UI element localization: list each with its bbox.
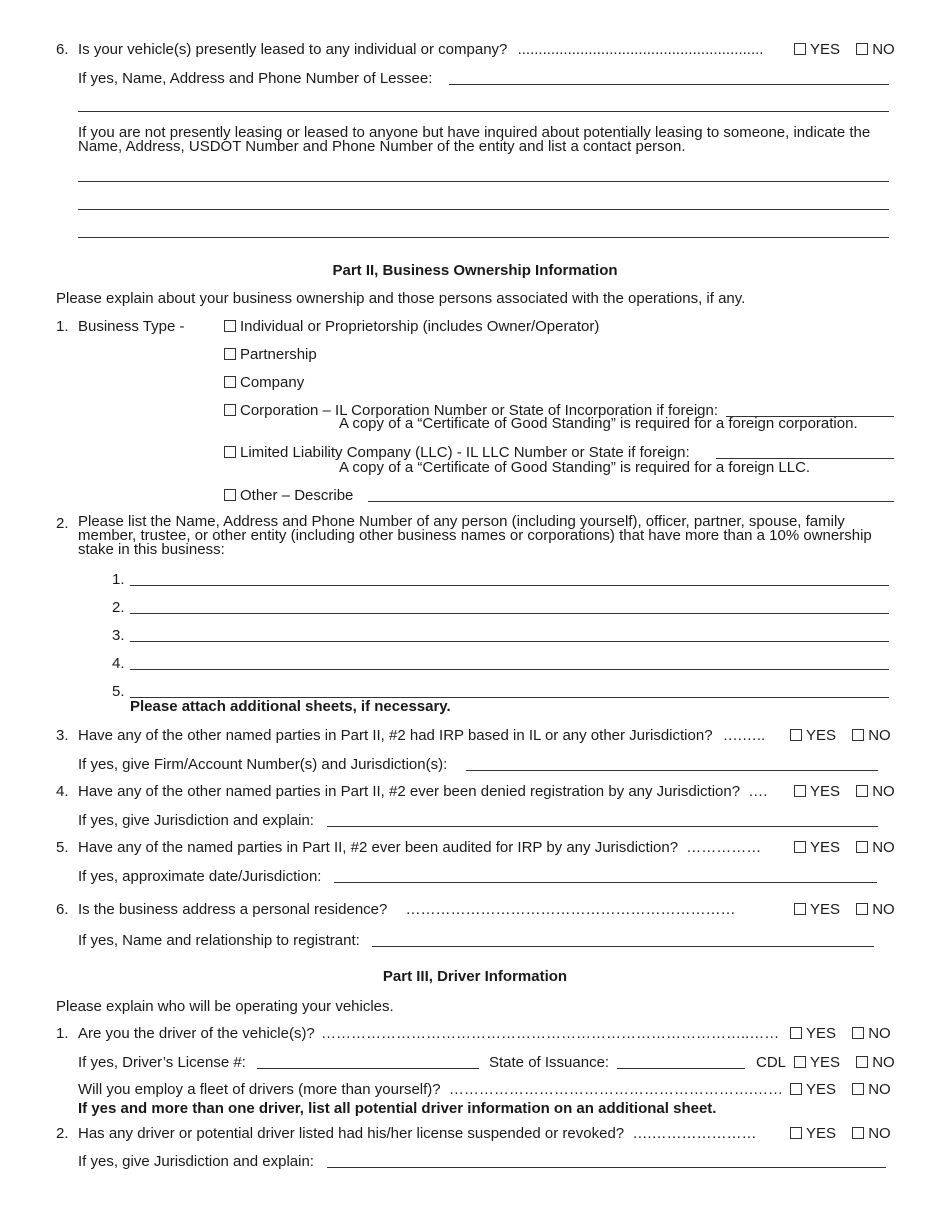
p2q6-yes-label: YES bbox=[810, 901, 841, 918]
fleet-note: If yes and more than one driver, list all potential driver information on an additional sheet. bbox=[78, 1100, 717, 1117]
other-describe-input-line[interactable] bbox=[368, 501, 894, 502]
cdl-yes-option[interactable] bbox=[794, 1054, 840, 1071]
p2q4-no-checkbox[interactable] bbox=[856, 785, 868, 797]
p2q4-yes-option[interactable] bbox=[794, 783, 840, 800]
p3q2-question-text: Has any driver or potential driver listed had his/her license suspended or revoked? bbox=[78, 1125, 625, 1142]
q6-no-checkbox[interactable] bbox=[856, 43, 868, 55]
owner-item-3-number: 3. bbox=[112, 627, 125, 644]
q6-lessee-label: If yes, Name, Address and Phone Number of Lessee: bbox=[78, 70, 433, 87]
owner-item-2-input-line[interactable] bbox=[130, 613, 889, 614]
q6-no-label: NO bbox=[872, 41, 895, 58]
p2q4-number: 4. bbox=[56, 783, 69, 800]
q6-inquired-line-1[interactable] bbox=[78, 181, 889, 182]
p2q3-yes-checkbox[interactable] bbox=[790, 729, 802, 741]
p3q1-question-text: Are you the driver of the vehicle(s)? bbox=[78, 1025, 315, 1042]
p3q2-yes-label: YES bbox=[806, 1125, 837, 1142]
business-type-individual-label: Individual or Proprietorship (includes Owner/Operator) bbox=[240, 318, 600, 335]
p2q3-yes-option[interactable] bbox=[790, 727, 836, 744]
p3q2-leader-dots: ….………………… bbox=[632, 1125, 757, 1142]
owner-item-1-number: 1. bbox=[112, 571, 125, 588]
business-type-llc-label: Limited Liability Company (LLC) - IL LLC Number or State if foreign: bbox=[240, 444, 690, 461]
p2q6-question bbox=[78, 901, 736, 918]
business-type-individual-checkbox[interactable] bbox=[224, 320, 236, 332]
p3q2-no-checkbox[interactable] bbox=[852, 1127, 864, 1139]
p2q4-followup-label: If yes, give Jurisdiction and explain: bbox=[78, 812, 314, 829]
p2q6-no-checkbox[interactable] bbox=[856, 903, 868, 915]
fleet-yes-option[interactable] bbox=[790, 1081, 836, 1098]
business-type-individual[interactable] bbox=[224, 318, 599, 335]
cdl-no-option[interactable] bbox=[856, 1054, 895, 1071]
p2q5-followup-label: If yes, approximate date/Jurisdiction: bbox=[78, 868, 322, 885]
cdl-no-checkbox[interactable] bbox=[856, 1056, 868, 1068]
p2q5-number: 5. bbox=[56, 839, 69, 856]
cdl-yes-label: YES bbox=[810, 1054, 841, 1071]
p2q6-yes-no bbox=[794, 901, 895, 918]
q6-no-option[interactable] bbox=[856, 41, 895, 58]
p2q3-number: 3. bbox=[56, 727, 69, 744]
cdl-no-label: NO bbox=[872, 1054, 895, 1071]
p2q5-followup-input-line[interactable] bbox=[334, 882, 877, 883]
fleet-no-checkbox[interactable] bbox=[852, 1083, 864, 1095]
p3q1-yes-option[interactable] bbox=[790, 1025, 836, 1042]
cdl-yes-no bbox=[794, 1054, 895, 1071]
business-type-other-checkbox[interactable] bbox=[224, 489, 236, 501]
p2q6-no-option[interactable] bbox=[856, 901, 895, 918]
p2q4-yes-no bbox=[794, 783, 895, 800]
p3q1-yes-label: YES bbox=[806, 1025, 837, 1042]
fleet-yes-checkbox[interactable] bbox=[790, 1083, 802, 1095]
p2q3-no-option[interactable] bbox=[852, 727, 891, 744]
part2-intro: Please explain about your business ownership and those persons associated with the operations, if any. bbox=[56, 290, 746, 307]
p3q1-question bbox=[78, 1025, 779, 1042]
cdl-yes-checkbox[interactable] bbox=[794, 1056, 806, 1068]
p2q3-yes-label: YES bbox=[806, 727, 837, 744]
p2q6-leader-dots: ………………………………………………………… bbox=[405, 901, 736, 918]
p2q1-label: Business Type - bbox=[78, 318, 185, 335]
p2q6-question-text: Is the business address a personal residence? bbox=[78, 901, 388, 918]
p2q5-no-label: NO bbox=[872, 839, 895, 856]
p2q4-followup-input-line[interactable] bbox=[327, 826, 878, 827]
business-type-company-label: Company bbox=[240, 374, 305, 391]
p2q4-question-text: Have any of the other named parties in Part II, #2 ever been denied registration by any Jurisdiction? bbox=[78, 783, 741, 800]
q6-yes-label: YES bbox=[810, 41, 841, 58]
p2q5-yes-option[interactable] bbox=[794, 839, 840, 856]
p2q3-followup-label: If yes, give Firm/Account Number(s) and Jurisdiction(s): bbox=[78, 756, 448, 773]
part3-title: Part III, Driver Information bbox=[382, 968, 568, 985]
q6-leader-dots: ........................................................... bbox=[517, 41, 764, 58]
q6-lessee-input-line[interactable] bbox=[449, 84, 889, 85]
p2q1-number: 1. bbox=[56, 318, 69, 335]
q6-inquired-text: If you are not presently leasing or leased to anyone but have inquired about potentially leasing to someone, indicate the Name, Address, USDOT Number and Phone Number of the entity and list a contact person. bbox=[78, 124, 871, 155]
p2q5-question bbox=[78, 839, 761, 856]
p3q2-followup-label: If yes, give Jurisdiction and explain: bbox=[78, 1153, 314, 1170]
p2q6-followup-label: If yes, Name and relationship to registrant: bbox=[78, 932, 360, 949]
fleet-yes-label: YES bbox=[806, 1081, 837, 1098]
p3q1-no-checkbox[interactable] bbox=[852, 1027, 864, 1039]
state-of-issuance-label: State of Issuance: bbox=[489, 1054, 610, 1071]
owner-item-3-input-line[interactable] bbox=[130, 641, 889, 642]
p2q3-yes-no bbox=[790, 727, 891, 744]
p2q3-no-label: NO bbox=[868, 727, 891, 744]
p2q6-yes-option[interactable] bbox=[794, 901, 840, 918]
cdl-label: CDL bbox=[756, 1054, 787, 1071]
business-type-partnership-checkbox[interactable] bbox=[224, 348, 236, 360]
p2q3-followup-input-line[interactable] bbox=[466, 770, 878, 771]
business-type-company[interactable] bbox=[224, 374, 304, 391]
p3q1-yes-checkbox[interactable] bbox=[790, 1027, 802, 1039]
p3q1-no-label: NO bbox=[868, 1025, 891, 1042]
p2q5-yes-no bbox=[794, 839, 895, 856]
p2q5-yes-checkbox[interactable] bbox=[794, 841, 806, 853]
p3q1-leader-dots: …………………………………………………………………………..…… bbox=[320, 1025, 780, 1042]
owner-item-4-input-line[interactable] bbox=[130, 669, 889, 670]
p2q4-no-label: NO bbox=[872, 783, 895, 800]
p3q2-no-label: NO bbox=[868, 1125, 891, 1142]
p2q4-yes-checkbox[interactable] bbox=[794, 785, 806, 797]
q6-inquired-line-3[interactable] bbox=[78, 237, 889, 238]
fleet-no-option[interactable] bbox=[852, 1081, 891, 1098]
p2q5-leader-dots: …………… bbox=[686, 839, 762, 856]
llc-certificate-note: A copy of a “Certificate of Good Standing” is required for a foreign LLC. bbox=[339, 459, 811, 476]
p2q3-leader-dots: ….….. bbox=[722, 727, 766, 744]
p2q4-question bbox=[78, 783, 767, 800]
p3q2-no-option[interactable] bbox=[852, 1125, 891, 1142]
fleet-question bbox=[78, 1081, 783, 1098]
p2q5-question-text: Have any of the named parties in Part II, #2 ever been audited for IRP by any Jurisdiction? bbox=[78, 839, 679, 856]
p2q4-leader-dots: …. bbox=[748, 783, 768, 800]
fleet-no-label: NO bbox=[868, 1081, 891, 1098]
business-type-corporation-checkbox[interactable] bbox=[224, 404, 236, 416]
q6-number: 6. bbox=[56, 41, 69, 58]
corporation-certificate-note: A copy of a “Certificate of Good Standing” is required for a foreign corporation. bbox=[339, 415, 858, 432]
p2q6-number: 6. bbox=[56, 901, 69, 918]
part2-title: Part II, Business Ownership Information bbox=[332, 262, 618, 279]
q6-question-text: Is your vehicle(s) presently leased to any individual or company? bbox=[78, 41, 508, 58]
p2q5-yes-label: YES bbox=[810, 839, 841, 856]
business-type-corporation-label: Corporation – IL Corporation Number or State of Incorporation if foreign: bbox=[240, 402, 719, 419]
p3q2-yes-checkbox[interactable] bbox=[790, 1127, 802, 1139]
p3q1-no-option[interactable] bbox=[852, 1025, 891, 1042]
p3q1-yes-no bbox=[790, 1025, 891, 1042]
p2q6-followup-input-line[interactable] bbox=[372, 946, 874, 947]
business-type-other-label: Other – Describe bbox=[240, 487, 354, 504]
q6-yes-option[interactable] bbox=[794, 41, 840, 58]
fleet-leader-dots: …………………………………………………….…… bbox=[448, 1081, 783, 1098]
q6-yes-checkbox[interactable] bbox=[794, 43, 806, 55]
p2q4-no-option[interactable] bbox=[856, 783, 895, 800]
q6-question bbox=[78, 41, 763, 58]
business-type-company-checkbox[interactable] bbox=[224, 376, 236, 388]
q6-inquired-line-2[interactable] bbox=[78, 209, 889, 210]
business-type-other[interactable] bbox=[224, 487, 353, 504]
license-number-label: If yes, Driver’s License #: bbox=[78, 1054, 246, 1071]
p2q2-text: Please list the Name, Address and Phone Number of any person (including yourself), officer, partner, spouse, family member, trustee, or other entity (including other business names or corporations) that have more than a 10% ownership stake in this business: bbox=[78, 513, 872, 558]
p2q5-no-option[interactable] bbox=[856, 839, 895, 856]
p2q3-no-checkbox[interactable] bbox=[852, 729, 864, 741]
owner-item-2-number: 2. bbox=[112, 599, 125, 616]
p2q5-no-checkbox[interactable] bbox=[856, 841, 868, 853]
p3q2-number: 2. bbox=[56, 1125, 69, 1142]
p3q2-yes-option[interactable] bbox=[790, 1125, 836, 1142]
owner-item-4-number: 4. bbox=[112, 655, 125, 672]
business-type-llc-checkbox[interactable] bbox=[224, 446, 236, 458]
p2q3-question-text: Have any of the other named parties in Part II, #2 had IRP based in IL or any other Jurisdiction? bbox=[78, 727, 713, 744]
p2q4-yes-label: YES bbox=[810, 783, 841, 800]
p3q2-yes-no bbox=[790, 1125, 891, 1142]
p2q2-number: 2. bbox=[56, 515, 69, 532]
owner-item-5-number: 5. bbox=[112, 683, 125, 700]
p3q2-question bbox=[78, 1125, 756, 1142]
p3q1-number: 1. bbox=[56, 1025, 69, 1042]
p2q6-yes-checkbox[interactable] bbox=[794, 903, 806, 915]
state-of-issuance-input-line[interactable] bbox=[617, 1068, 745, 1069]
business-type-partnership-label: Partnership bbox=[240, 346, 317, 363]
q6-yes-no bbox=[794, 41, 895, 58]
p3q2-followup-input-line[interactable] bbox=[327, 1167, 886, 1168]
q6-lessee-input-line-2[interactable] bbox=[78, 111, 889, 112]
part3-intro: Please explain who will be operating your vehicles. bbox=[56, 998, 394, 1015]
owner-item-1-input-line[interactable] bbox=[130, 585, 889, 586]
attach-sheets-note: Please attach additional sheets, if necessary. bbox=[130, 698, 451, 715]
license-number-input-line[interactable] bbox=[257, 1068, 479, 1069]
p2q6-no-label: NO bbox=[872, 901, 895, 918]
fleet-yes-no bbox=[790, 1081, 891, 1098]
p2q3-question bbox=[78, 727, 765, 744]
fleet-question-text: Will you employ a fleet of drivers (more than yourself)? bbox=[78, 1081, 441, 1098]
business-type-partnership[interactable] bbox=[224, 346, 317, 363]
